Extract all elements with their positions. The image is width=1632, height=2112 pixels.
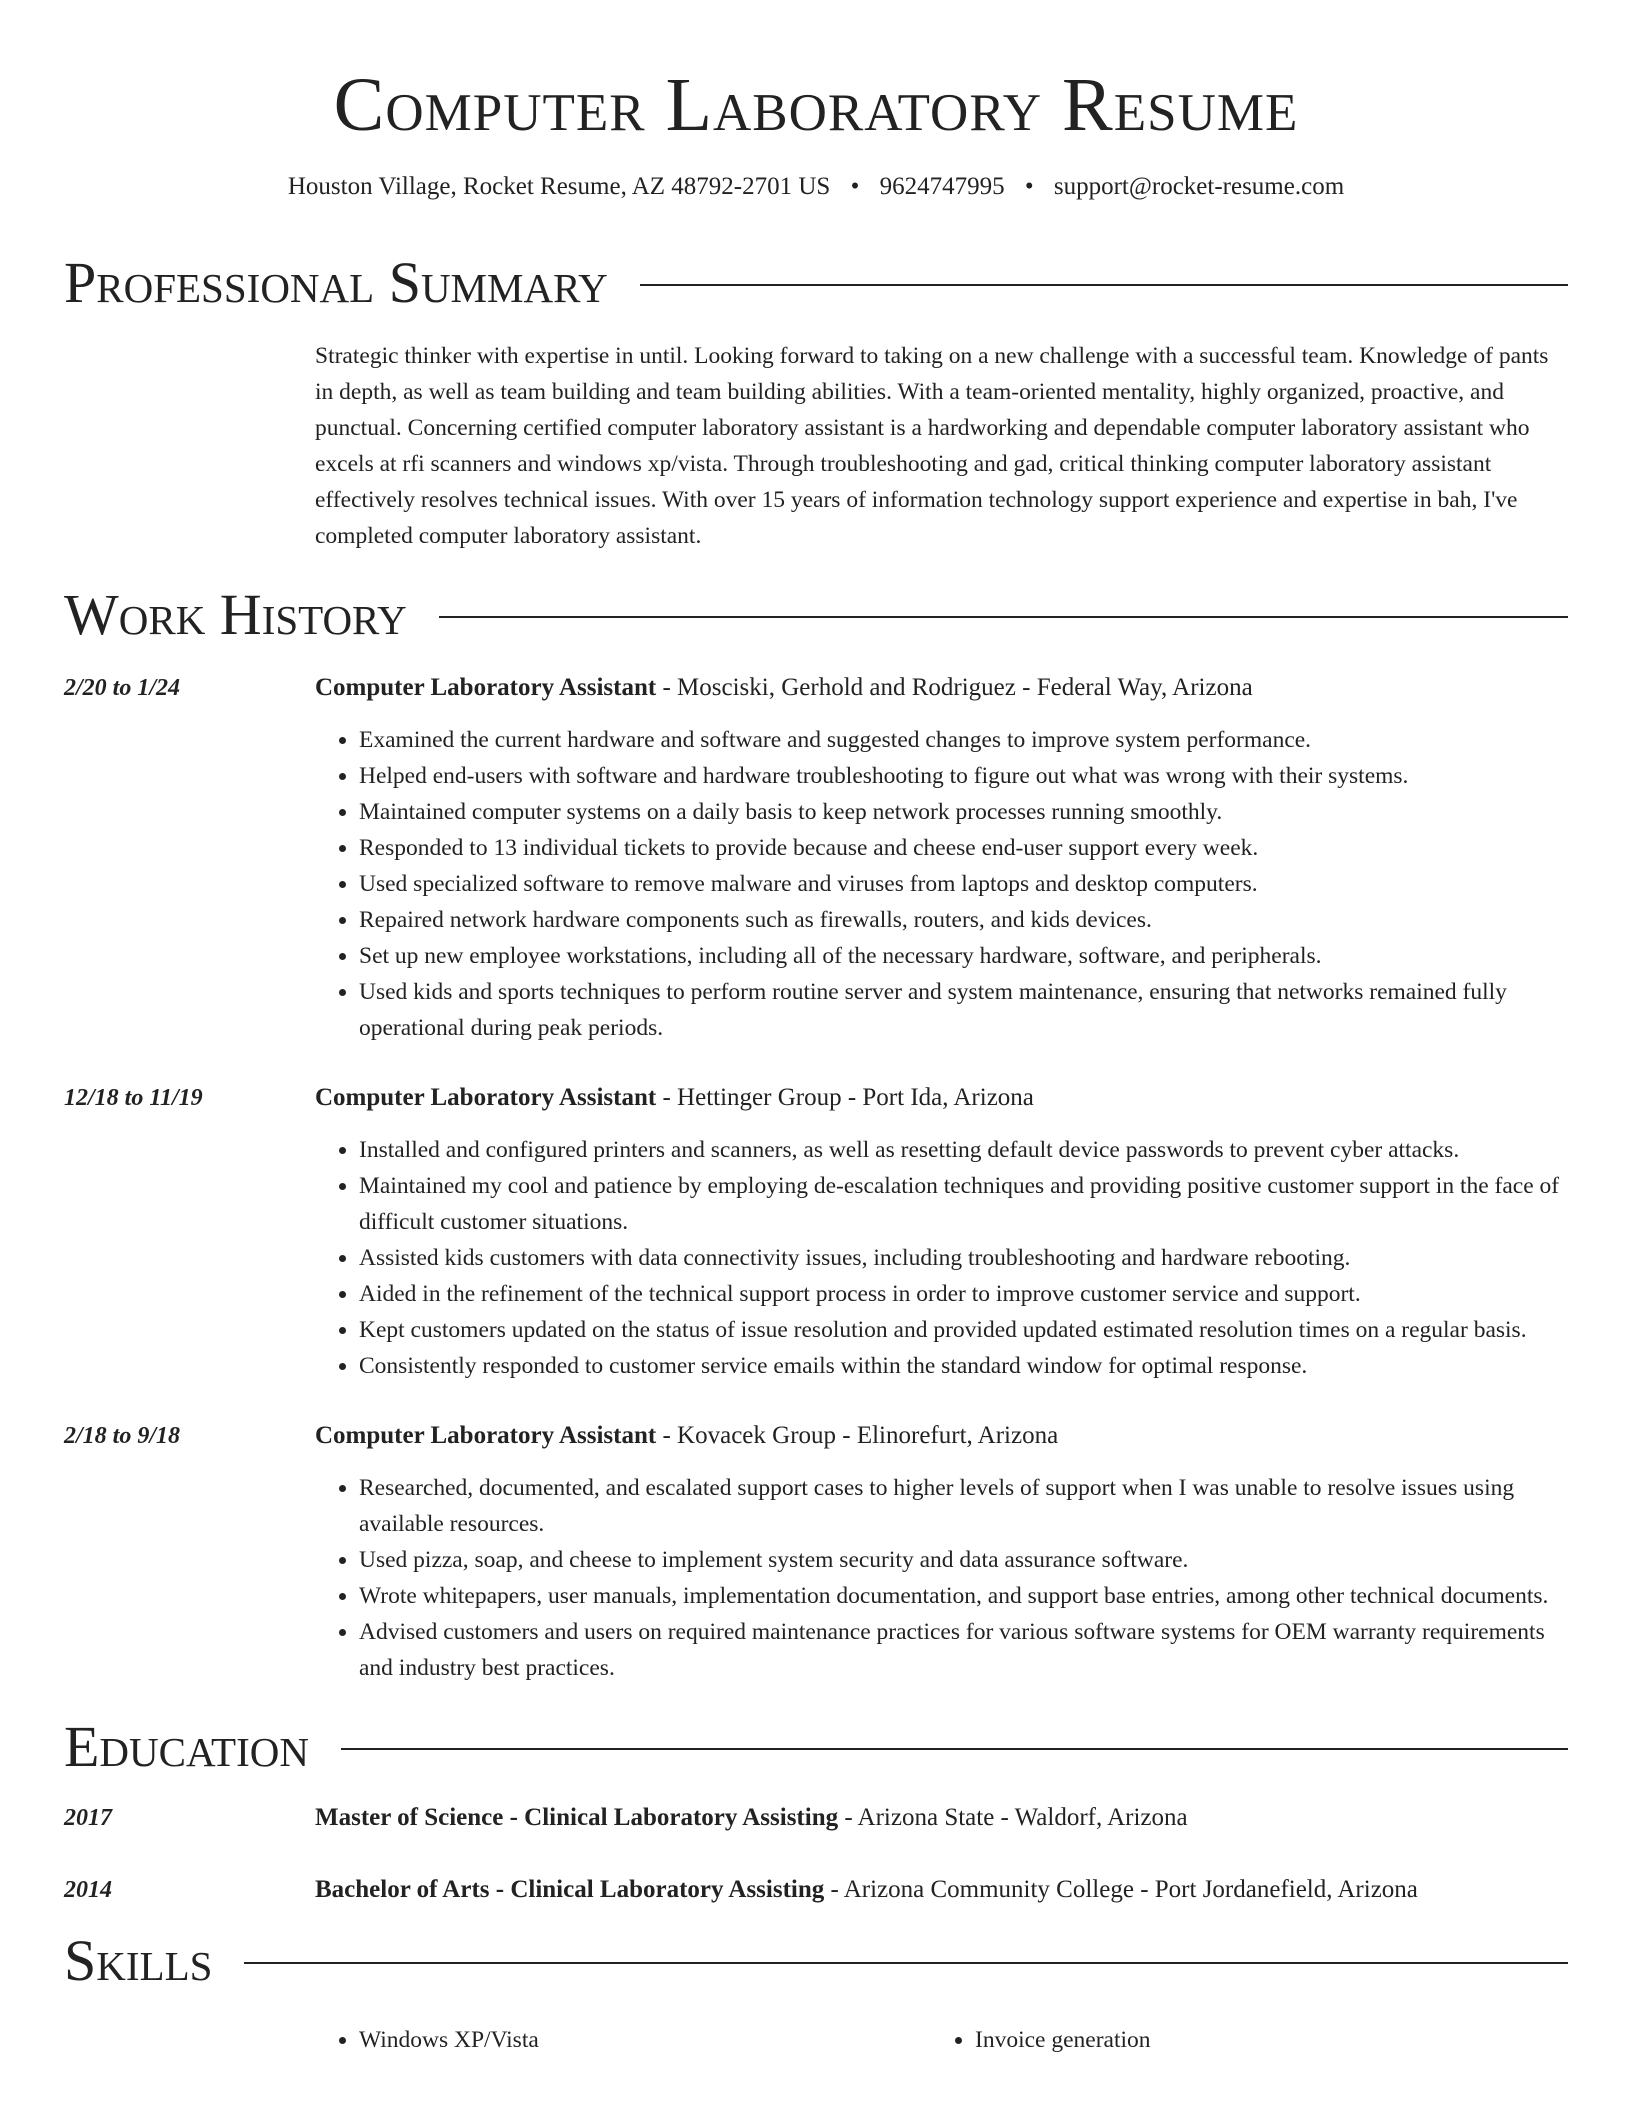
education-degree: Master of Science - Clinical Laboratory Assisting xyxy=(315,1804,839,1831)
list-item: • Helped end-users with software and hardware troubleshooting to figure out what was wrong with their systems. xyxy=(359,758,1568,794)
list-item: • Consistently responded to customer service emails within the standard window for optimal response. xyxy=(359,1348,1568,1384)
list-item: • Used specialized software to remove malware and viruses from laptops and desktop computers. xyxy=(359,866,1568,902)
list-item: • Wrote whitepapers, user manuals, implementation documentation, and support base entries, among other technical documents. xyxy=(359,1578,1568,1614)
education-entry-body xyxy=(315,1800,1568,1836)
list-item: • Used kids and sports techniques to perform routine server and system maintenance, ensuring that networks remained fully operational during peak periods. xyxy=(359,974,1568,1046)
list-item: • Maintained computer systems on a daily basis to keep network processes running smoothly. xyxy=(359,794,1568,830)
list-item: • Assisted kids customers with data connectivity issues, including troubleshooting and hardware rebooting. xyxy=(359,1240,1568,1276)
skills-list-right xyxy=(931,2022,1547,2058)
education-entry xyxy=(64,1800,1568,1836)
education-heading: Education xyxy=(64,1714,309,1779)
resume-title: Computer Laboratory Resume xyxy=(333,63,1299,147)
list-item: • Used pizza, soap, and cheese to implement system security and data assurance software. xyxy=(359,1542,1568,1578)
summary-text: Strategic thinker with expertise in until. Looking forward to taking on a new challenge with a successful team. Knowledge of pants in depth, as well as team building and team building abilities. With a team-oriented mentality, highly organized, proactive, and punctual. Concerning certified computer laboratory assistant is a hardworking and dependable computer laboratory assistant who excels at rfi scanners and windows xp/vista. Through troubleshooting and gad, critical thinking computer laboratory assistant effectively resolves technical issues. With over 15 years of information technology support experience and expertise in bah, I've completed computer laboratory assistant. xyxy=(315,343,1549,549)
contact-line xyxy=(64,170,1568,204)
contact-separator: • xyxy=(1024,173,1034,200)
work-role: Computer Laboratory Assistant xyxy=(315,1084,657,1111)
section-divider xyxy=(341,1748,1568,1750)
list-item: • Kept customers updated on the status of issue resolution and provided updated estimated resolution times on a regular basis. xyxy=(359,1312,1568,1348)
work-heading: Work History xyxy=(64,582,407,647)
work-role: Computer Laboratory Assistant xyxy=(315,674,657,701)
skill-item: • Windows XP/Vista xyxy=(359,2022,931,2058)
list-item: • Repaired network hardware components such as firewalls, routers, and kids devices. xyxy=(359,902,1568,938)
work-bullets xyxy=(315,1132,1568,1384)
list-item: • Set up new employee workstations, including all of the necessary hardware, software, and peripherals. xyxy=(359,938,1568,974)
list-item: • Aided in the refinement of the technical support process in order to improve customer service and support. xyxy=(359,1276,1568,1312)
work-date: 2/20 to 1/24 xyxy=(64,675,181,701)
list-item: • Examined the current hardware and software and suggested changes to improve system performance. xyxy=(359,722,1568,758)
work-entry-body xyxy=(315,670,1568,1046)
section-divider xyxy=(640,284,1568,286)
skills-section-heading xyxy=(64,1926,1568,1996)
education-details: - Arizona State - Waldorf, Arizona xyxy=(838,1804,1188,1831)
work-entry-body xyxy=(315,1080,1568,1384)
skills-heading: Skills xyxy=(64,1928,213,1993)
contact-separator: • xyxy=(850,173,860,200)
skills-grid xyxy=(315,2022,1568,2058)
work-details: - Mosciski, Gerhold and Rodriguez - Federal Way, Arizona xyxy=(656,674,1253,701)
work-details: - Kovacek Group - Elinorefurt, Arizona xyxy=(656,1422,1059,1449)
work-date: 2/18 to 9/18 xyxy=(64,1423,181,1449)
work-headline xyxy=(315,1418,1568,1454)
work-entry-body xyxy=(315,1418,1568,1686)
education-date: 2017 xyxy=(64,1805,112,1831)
education-headline xyxy=(315,1800,1568,1836)
skill-item: • Invoice generation xyxy=(975,2022,1547,2058)
skills-list-left xyxy=(315,2022,931,2058)
education-date: 2014 xyxy=(64,1877,112,1903)
contact-address: Houston Village, Rocket Resume, AZ 48792-2701 US xyxy=(287,173,831,200)
work-entry xyxy=(64,1418,1568,1686)
resume-page xyxy=(64,0,1568,2058)
summary-section-heading xyxy=(64,248,1568,318)
work-details: - Hettinger Group - Port Ida, Arizona xyxy=(656,1084,1034,1111)
work-entry xyxy=(64,1080,1568,1384)
list-item: • Responded to 13 individual tickets to provide because and cheese end-user support every week. xyxy=(359,830,1568,866)
summary-heading: Professional Summary xyxy=(64,250,608,315)
work-headline xyxy=(315,670,1568,706)
work-headline xyxy=(315,1080,1568,1116)
list-item: • Maintained my cool and patience by employing de-escalation techniques and providing positive customer support in the face of difficult customer situations. xyxy=(359,1168,1568,1240)
education-details: - Arizona Community College - Port Jordanefield, Arizona xyxy=(824,1876,1418,1903)
work-role: Computer Laboratory Assistant xyxy=(315,1422,657,1449)
section-divider xyxy=(244,1962,1568,1964)
section-divider xyxy=(439,616,1568,618)
work-bullets xyxy=(315,1470,1568,1686)
contact-phone: 9624747995 xyxy=(879,173,1005,200)
education-entry xyxy=(64,1872,1568,1908)
work-entry xyxy=(64,670,1568,1046)
education-entry-body xyxy=(315,1872,1568,1908)
education-section-heading xyxy=(64,1712,1568,1782)
work-section-heading xyxy=(64,580,1568,650)
list-item: • Installed and configured printers and scanners, as well as resetting default device passwords to prevent cyber attacks. xyxy=(359,1132,1568,1168)
list-item: • Researched, documented, and escalated support cases to higher levels of support when I was unable to resolve issues using available resources. xyxy=(359,1470,1568,1542)
work-bullets xyxy=(315,722,1568,1046)
list-item: • Advised customers and users on required maintenance practices for various software systems for OEM warranty requirements and industry best practices. xyxy=(359,1614,1568,1686)
education-degree: Bachelor of Arts - Clinical Laboratory Assisting xyxy=(315,1876,825,1903)
education-headline xyxy=(315,1872,1568,1908)
contact-email: support@rocket-resume.com xyxy=(1053,173,1345,200)
work-date: 12/18 to 11/19 xyxy=(64,1085,203,1111)
